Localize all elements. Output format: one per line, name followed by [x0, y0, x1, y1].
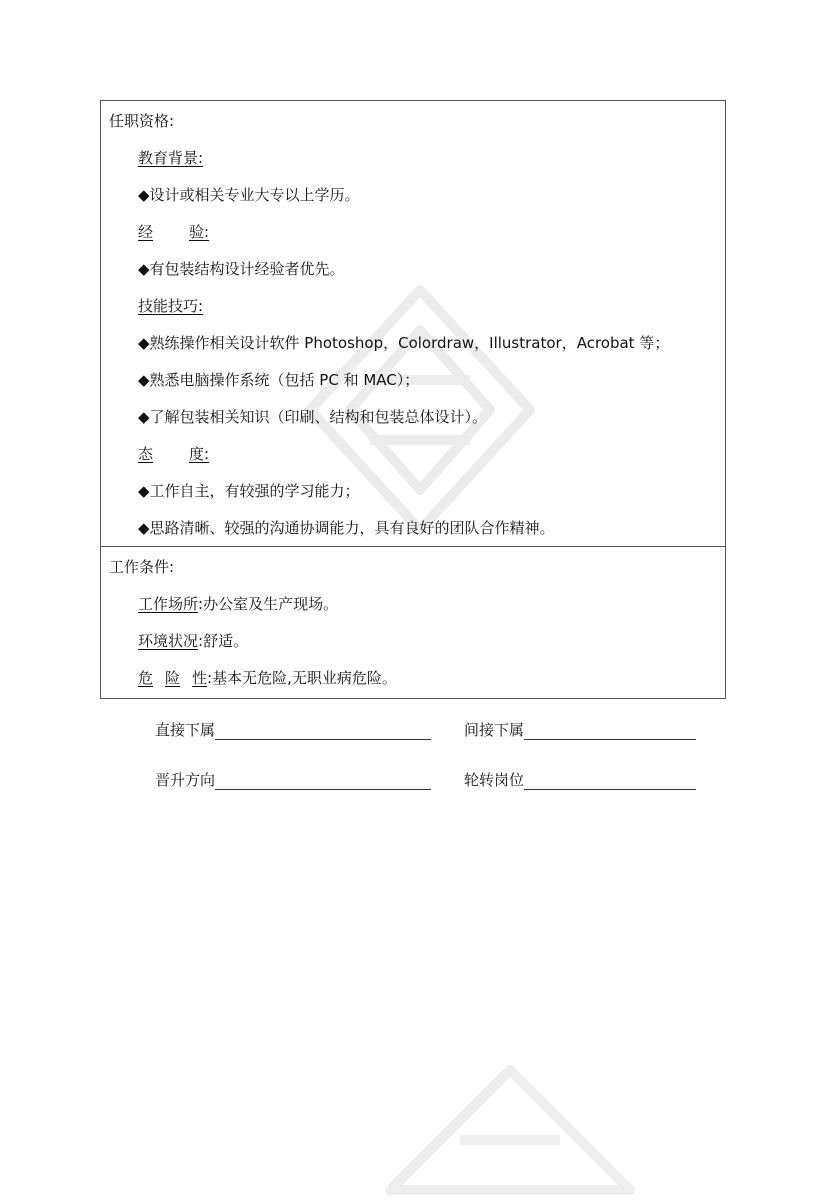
risk-value: :基本无危险,无职业病危险。 [207, 669, 397, 687]
skills-item: ◆熟练操作相关设计软件 Photoshop，Colordraw，Illustrator，Acrobat 等； [138, 334, 670, 352]
rotation-blank[interactable] [524, 771, 696, 790]
attitude-label: 态 度: [138, 445, 210, 463]
attitude-item: ◆思路清晰、较强的沟通协调能力，具有良好的团队合作精神。 [138, 519, 555, 537]
job-requirements-table [100, 100, 726, 699]
direct-subordinate-label: 直接下属 [155, 721, 216, 739]
risk-row [138, 668, 397, 688]
promotion-field [155, 770, 431, 790]
experience-label: 经 验: [138, 223, 210, 241]
qualifications-title: 任职资格: [109, 112, 175, 130]
attitude-item: ◆工作自主，有较强的学习能力； [138, 482, 360, 500]
work-place-row [138, 594, 338, 614]
skills-item: ◆了解包装相关知识（印刷、结构和包装总体设计）。 [138, 408, 488, 426]
environment-row [138, 631, 248, 651]
education-item: ◆设计或相关专业大专以上学历。 [138, 186, 360, 204]
experience-item: ◆有包装结构设计经验者优先。 [138, 260, 345, 278]
watermark-graphic [380, 1060, 640, 1200]
education-label: 教育背景: [138, 149, 204, 167]
environment-label: 环境状况 [138, 632, 199, 650]
rotation-label: 轮转岗位 [464, 771, 525, 789]
direct-subordinate-field [155, 720, 431, 740]
conditions-section [101, 547, 725, 698]
rotation-field [464, 770, 696, 790]
work-place-value: :办公室及生产现场。 [198, 595, 339, 613]
conditions-title: 工作条件: [109, 558, 175, 576]
skills-label: 技能技巧: [138, 297, 204, 315]
risk-label: 危 险 性 [138, 669, 208, 687]
direct-subordinate-blank[interactable] [215, 721, 431, 740]
promotion-label: 晋升方向 [155, 771, 216, 789]
promotion-blank[interactable] [215, 771, 431, 790]
work-place-label: 工作场所 [138, 595, 199, 613]
qualifications-section [101, 101, 725, 547]
indirect-subordinate-label: 间接下属 [464, 721, 525, 739]
indirect-subordinate-blank[interactable] [524, 721, 696, 740]
indirect-subordinate-field [464, 720, 696, 740]
skills-item: ◆熟悉电脑操作系统（包括 PC 和 MAC）； [138, 371, 420, 389]
environment-value: :舒适。 [198, 632, 249, 650]
